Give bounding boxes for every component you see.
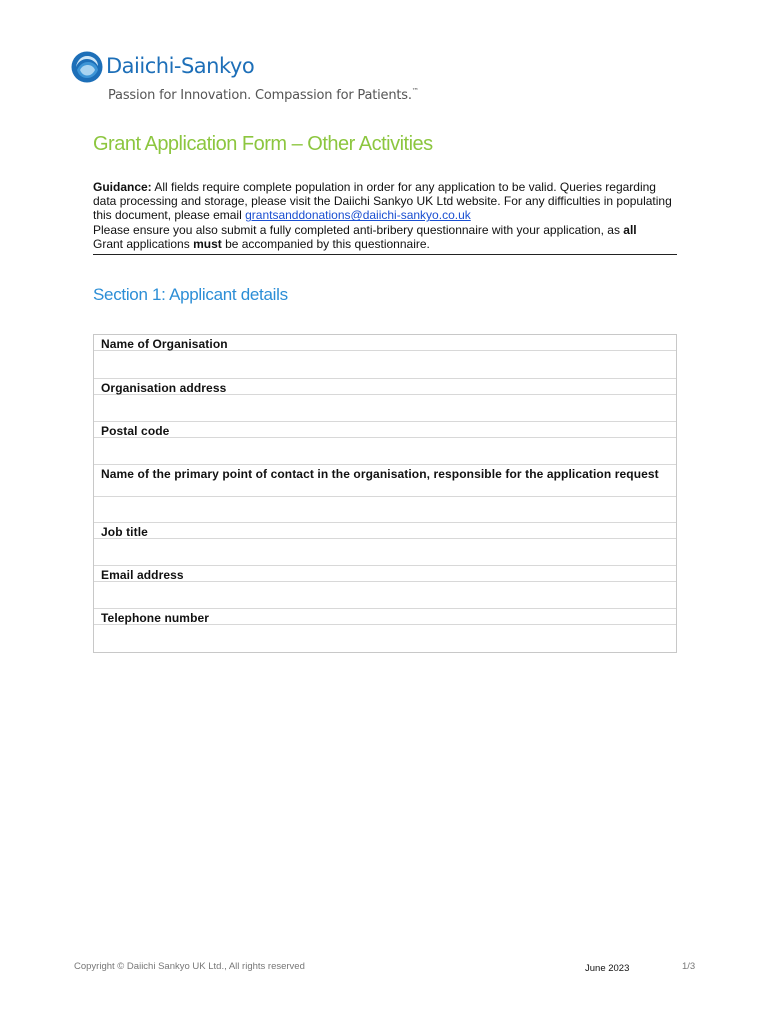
field-label-organisation-address: Organisation address bbox=[94, 379, 676, 395]
guidance-emphasis-all: all bbox=[623, 222, 637, 237]
field-label-primary-contact: Name of the primary point of contact in the organisation, responsible for the application request bbox=[94, 465, 676, 497]
applicant-details-form bbox=[93, 334, 677, 653]
section-title: Section 1: Applicant details bbox=[93, 285, 288, 304]
field-label-job-title: Job title bbox=[94, 523, 676, 539]
field-label-postal-code: Postal code bbox=[94, 422, 676, 438]
brand-tagline bbox=[108, 87, 419, 103]
tagline-text: Passion for Innovation. Compassion for Patients. bbox=[108, 88, 412, 103]
trademark-mark: ™ bbox=[411, 87, 419, 95]
footer-page-number: 1/3 bbox=[682, 961, 696, 972]
contact-email-link[interactable]: grantsanddonations@daiichi-sankyo.co.uk bbox=[245, 208, 471, 223]
guidance-text-4: be accompanied by this questionnaire. bbox=[221, 236, 430, 251]
email-address-input[interactable] bbox=[94, 582, 676, 609]
footer-copyright: Copyright © Daiichi Sankyo UK Ltd., All rights reserved bbox=[74, 961, 305, 972]
guidance-text-1: All fields require complete population in order for any application to be valid. Queries regarding data processing and storage, please visit the Daiichi Sankyo UK Ltd website. For any difficulties in populating this document, please email bbox=[93, 180, 672, 223]
organisation-address-input[interactable] bbox=[94, 395, 676, 422]
telephone-number-input[interactable] bbox=[94, 625, 676, 652]
page-title: Grant Application Form – Other Activities bbox=[93, 133, 433, 155]
job-title-input[interactable] bbox=[94, 539, 676, 566]
postal-code-input[interactable] bbox=[94, 438, 676, 465]
guidance-label: Guidance: bbox=[93, 180, 152, 194]
guidance-text-2: Please ensure you also submit a fully completed anti-bribery questionnaire with your application, as bbox=[93, 222, 624, 237]
guidance-paragraph bbox=[93, 180, 677, 255]
field-label-email-address: Email address bbox=[94, 566, 676, 582]
field-label-telephone-number: Telephone number bbox=[94, 609, 676, 625]
footer-date: June 2023 bbox=[585, 963, 630, 974]
primary-contact-input[interactable] bbox=[94, 497, 676, 523]
brand-name: Daiichi-Sankyo bbox=[106, 54, 255, 78]
brand-logo bbox=[70, 50, 270, 86]
guidance-emphasis-must: must bbox=[193, 236, 222, 251]
field-label-organisation-name: Name of Organisation bbox=[94, 335, 676, 351]
daiichi-sankyo-logo-icon bbox=[70, 50, 104, 84]
organisation-name-input[interactable] bbox=[94, 351, 676, 379]
guidance-text-3: Grant applications bbox=[93, 236, 194, 251]
